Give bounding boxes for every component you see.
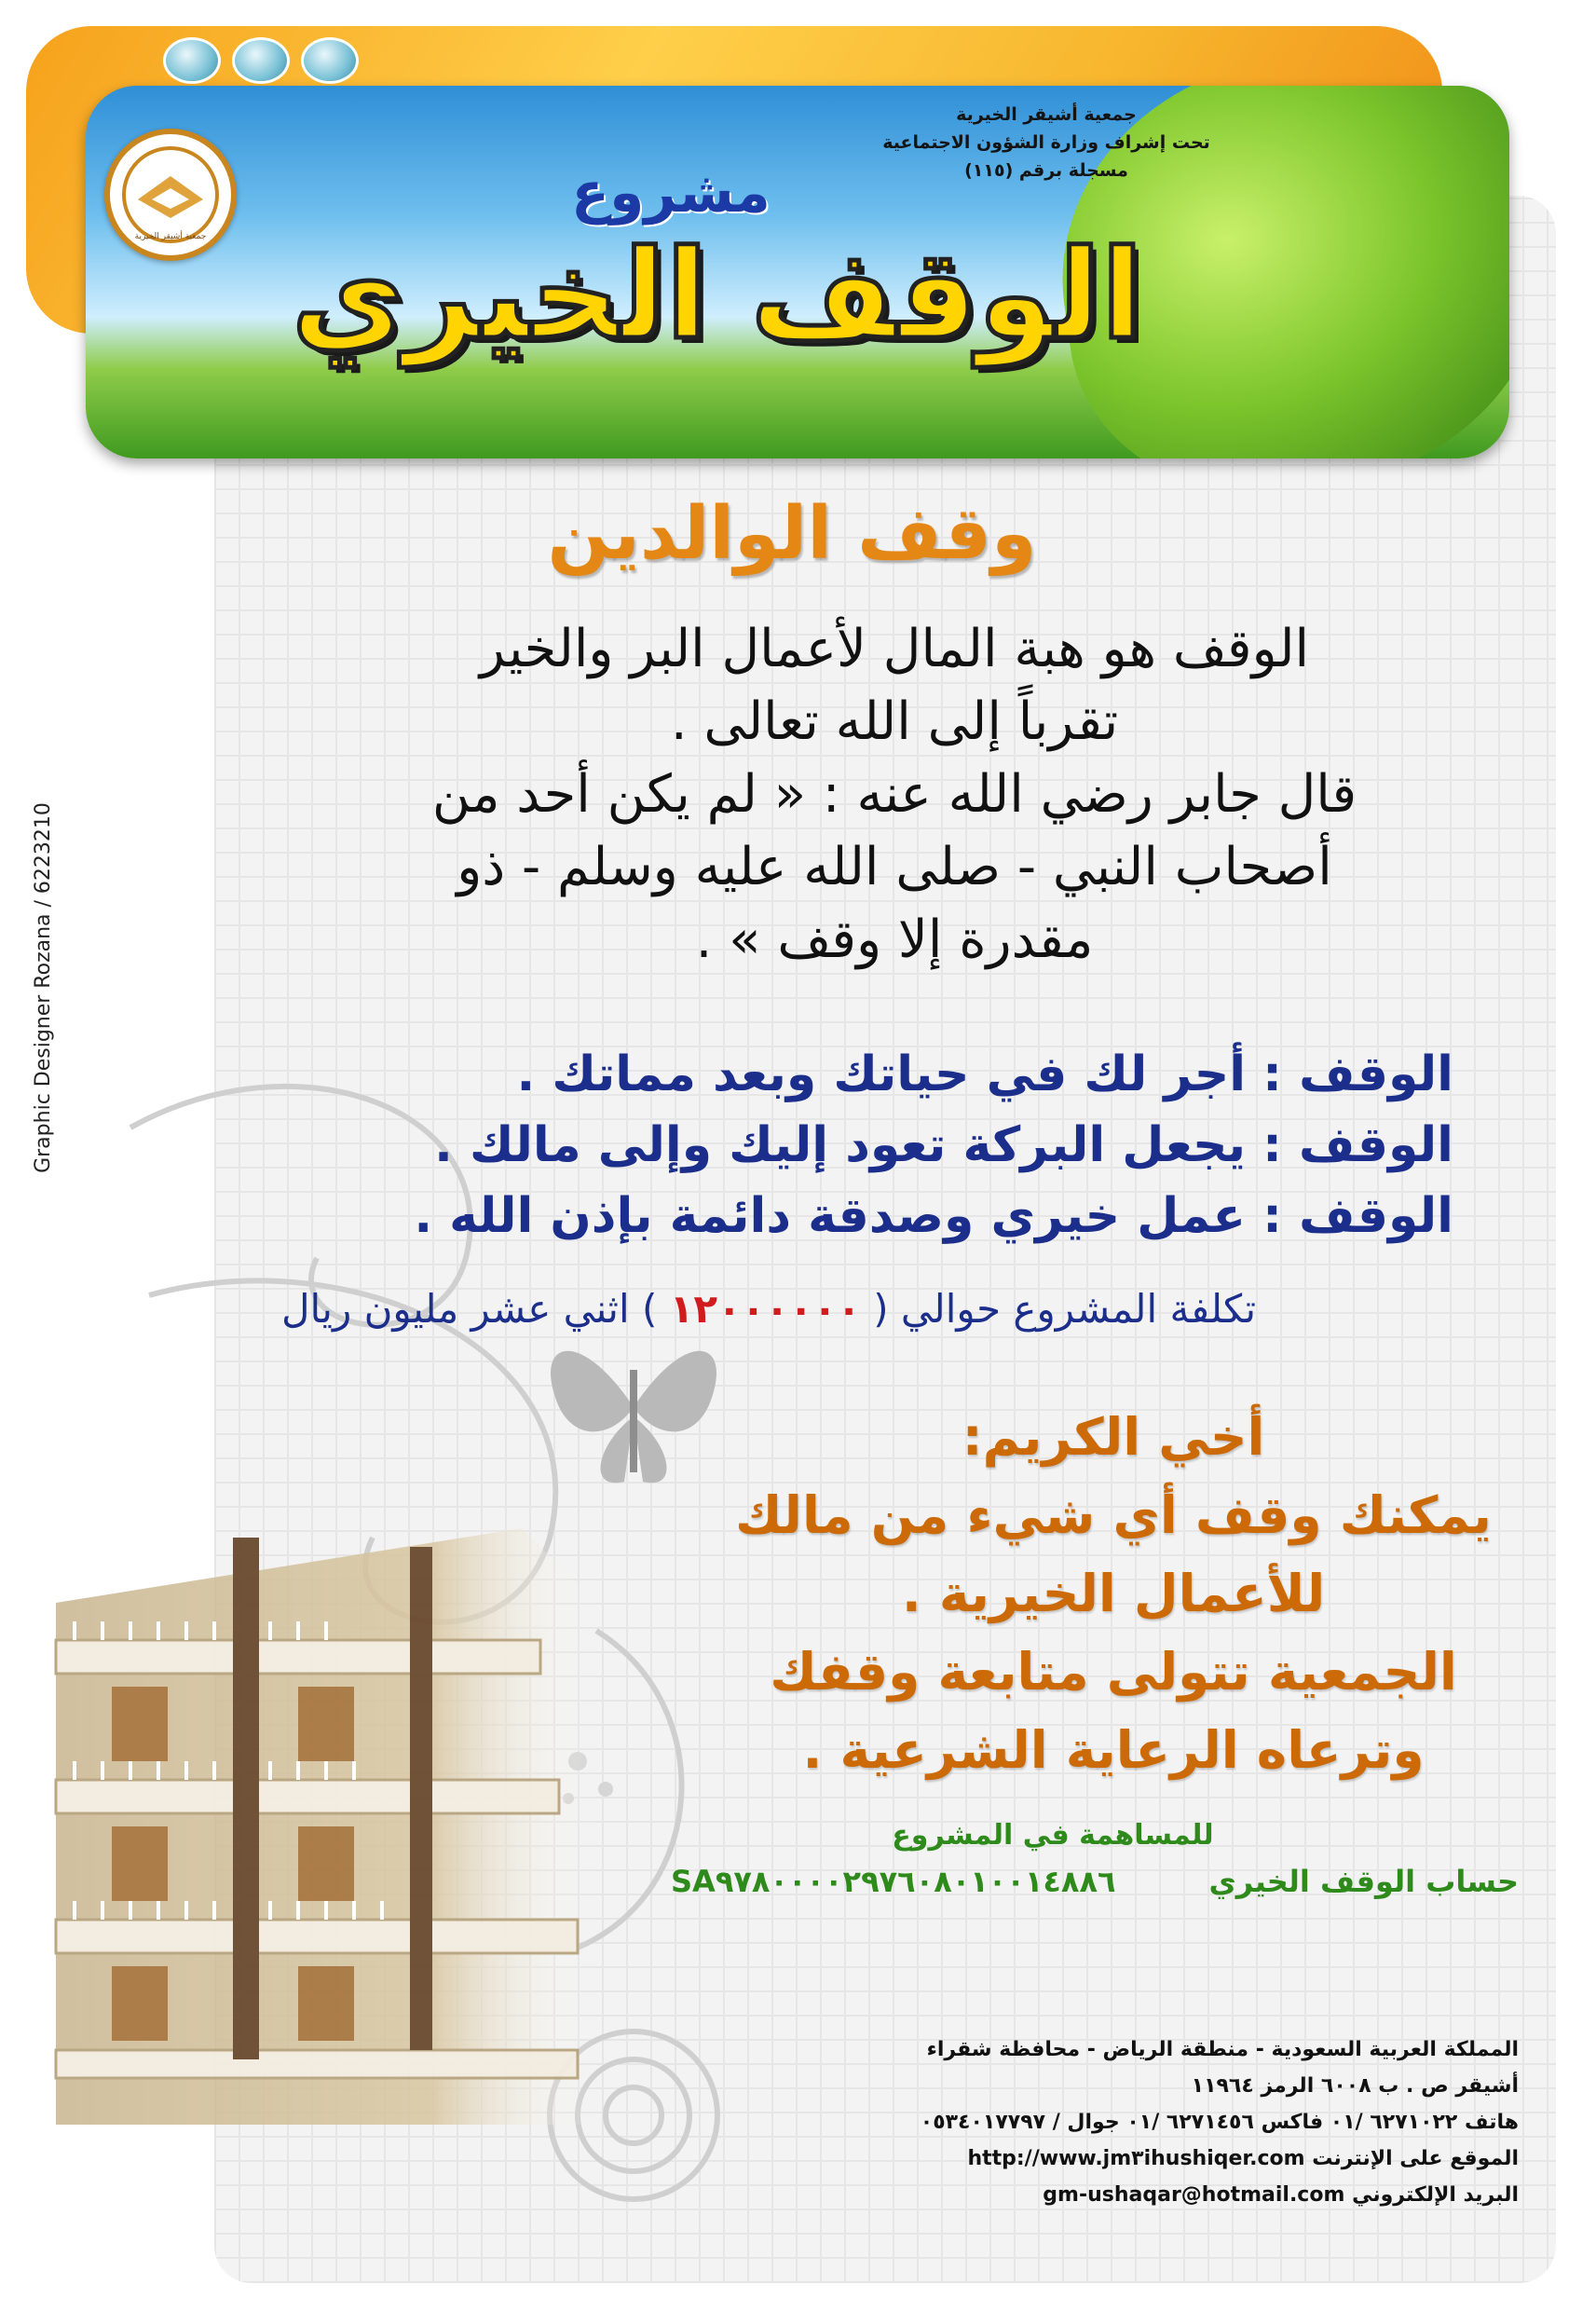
cost-amount: ١٢٠٠٠٠٠٠ [669,1286,861,1332]
address-line: المملكة العربية السعودية - منطقة الرياض - محافظة شقراء [926,2038,1519,2061]
project-title: الوقف الخيري [291,224,1144,367]
email-label: البريد الإلكتروني [1352,2183,1519,2207]
website-row [764,2140,1519,2177]
email-link[interactable]: gm-ushaqar@hotmail.com [1043,2183,1345,2207]
contribution-title: للمساهمة في المشروع [892,1819,1214,1852]
org-name: جمعية أشيقر الخيرية [956,104,1137,125]
project-label: مشروع [571,160,771,226]
benefit-item: الوقف : يجعل البركة تعود إليك وإلى مالك . [434,1117,1453,1173]
section-title: وقف الوالدين [547,492,1037,576]
intro-line: مقدرة إلا وقف » . [695,909,1094,970]
logo-text: جمعية أشيقر الخيرية [134,232,207,241]
intro-line: أصحاب النبي - صلى الله عليه وسلم - ذو [457,837,1332,897]
contact-address [764,2031,1519,2213]
cost-prefix: تكلفة المشروع حوالي ( [873,1286,1257,1332]
org-info [851,101,1242,185]
dot-icon [301,37,359,84]
intro-text [280,613,1509,977]
appeal-line: وترعاه الرعاية الشرعية . [802,1720,1425,1780]
org-supervision: تحت إشراف وزارة الشؤون الاجتماعية [882,132,1210,153]
designer-credit: Graphic Designer Rozana / 6223210 [32,802,55,1173]
intro-line: تقرباً إلى الله تعالى . [670,691,1119,752]
account-iban: SA٩٧٨٠٠٠٠٢٩٧٦٠٨٠١٠٠١٤٨٨٦ [671,1864,1116,1899]
contribution-account [671,1864,1519,1899]
appeal-line: الجمعية تتولى متابعة وقفك [770,1642,1457,1702]
org-registration: مسجلة برقم (١١٥) [964,160,1128,181]
building-illustration [0,1472,680,2162]
cost-suffix: ) اثني عشر مليون ريال [280,1286,658,1332]
appeal-text [671,1398,1556,1789]
website-label: الموقع على الإنترنت [1312,2147,1519,2170]
appeal-line: للأعمال الخيرية . [901,1564,1326,1623]
benefit-item: الوقف : أجر لك في حياتك وبعد مماتك . [516,1046,1453,1102]
intro-line: قال جابر رضي الله عنه : « لم يكن أحد من [431,764,1357,825]
appeal-line: أخي الكريم: [962,1407,1265,1467]
intro-line: الوقف هو هبة المال لأعمال البر والخير [479,619,1310,679]
project-cost [224,1286,1314,1332]
account-label: حساب الوقف الخيري [1208,1864,1519,1899]
benefit-item: الوقف : عمل خيري وصدقة دائمة بإذن الله . [414,1188,1453,1244]
dot-icon [232,37,290,84]
benefits-list [307,1039,1453,1251]
appeal-line: يمكنك وقف أي شيء من مالك [735,1485,1492,1545]
dot-icon [163,37,221,84]
address-line: هاتف ٦٢٧١٠٢٢ /٠١ فاكس ٦٢٧١٤٥٦ /٠١ جوال / ٠٥٣٤٠١٧٧٩٧ [920,2111,1519,2134]
email-row [764,2177,1519,2213]
website-link[interactable]: http://www.jm٣ihushiqer.com [967,2147,1305,2170]
decorative-dots [163,37,359,84]
address-line: أشيقر ص . ب ٦٠٠٨ الرمز ١١٩٦٤ [1191,2074,1519,2098]
